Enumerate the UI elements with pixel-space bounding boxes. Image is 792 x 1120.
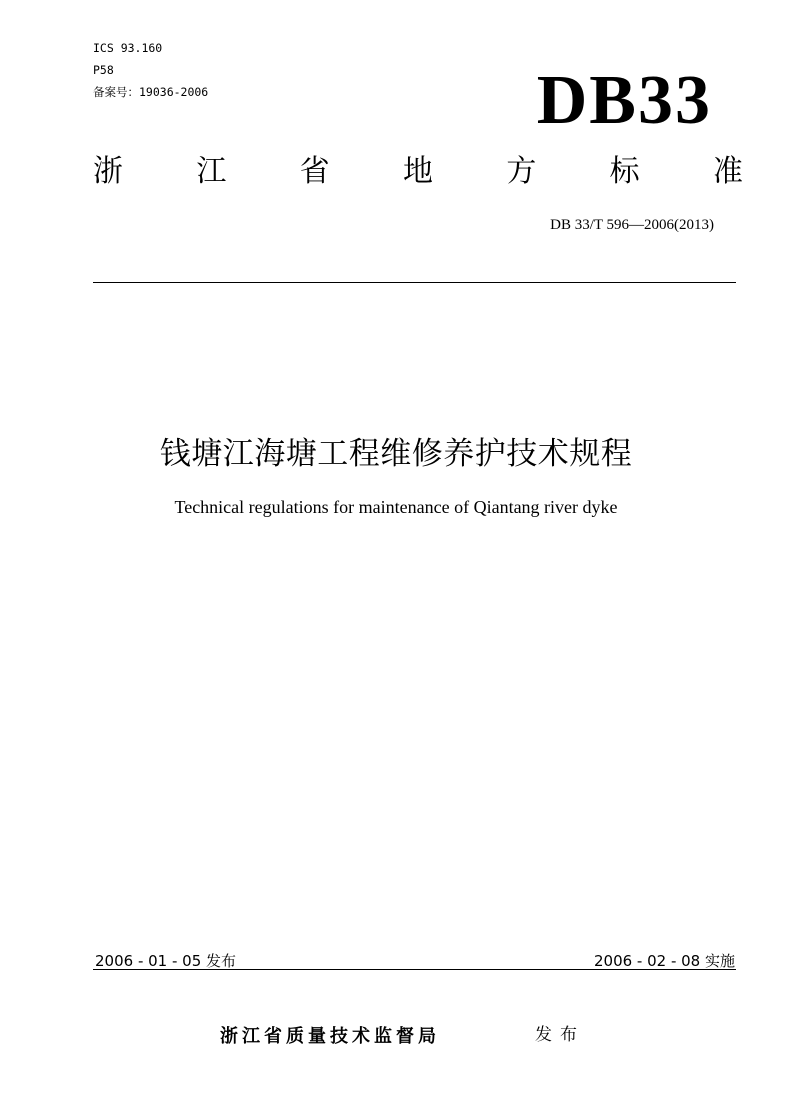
ics-code: ICS 93.160 [93,41,163,55]
standard-code-logo: DB33 [536,62,712,139]
classification-code: P58 [93,63,114,77]
implement-date: 2006 - 02 - 08 实施 [593,952,735,970]
standard-kind-heading [93,152,743,192]
publish-label: 发布 [535,1025,585,1045]
standard-kind-char: 江 [196,154,227,189]
standard-kind-char: 省 [299,154,330,189]
standard-kind-char: 标 [609,154,640,189]
footer-divider [93,969,736,970]
record-number: 备案号：19036-2006 [93,85,209,99]
publisher-name: 浙江省质量技术监督局 [220,1026,440,1047]
document-title-english: Technical regulations for maintenance of Qiantang river dyke [174,497,618,517]
standard-kind-char: 准 [712,154,743,189]
standard-number: DB 33/T 596—2006(2013) [550,217,714,233]
standard-kind-char: 浙 [93,154,123,189]
standard-kind-char: 地 [402,154,433,189]
header-divider [93,282,736,283]
document-title-chinese: 钱塘江海塘工程维修养护技术规程 [159,436,633,472]
publish-date: 2006 - 01 - 05 发布 [95,952,237,970]
standard-kind-char: 方 [506,154,537,189]
